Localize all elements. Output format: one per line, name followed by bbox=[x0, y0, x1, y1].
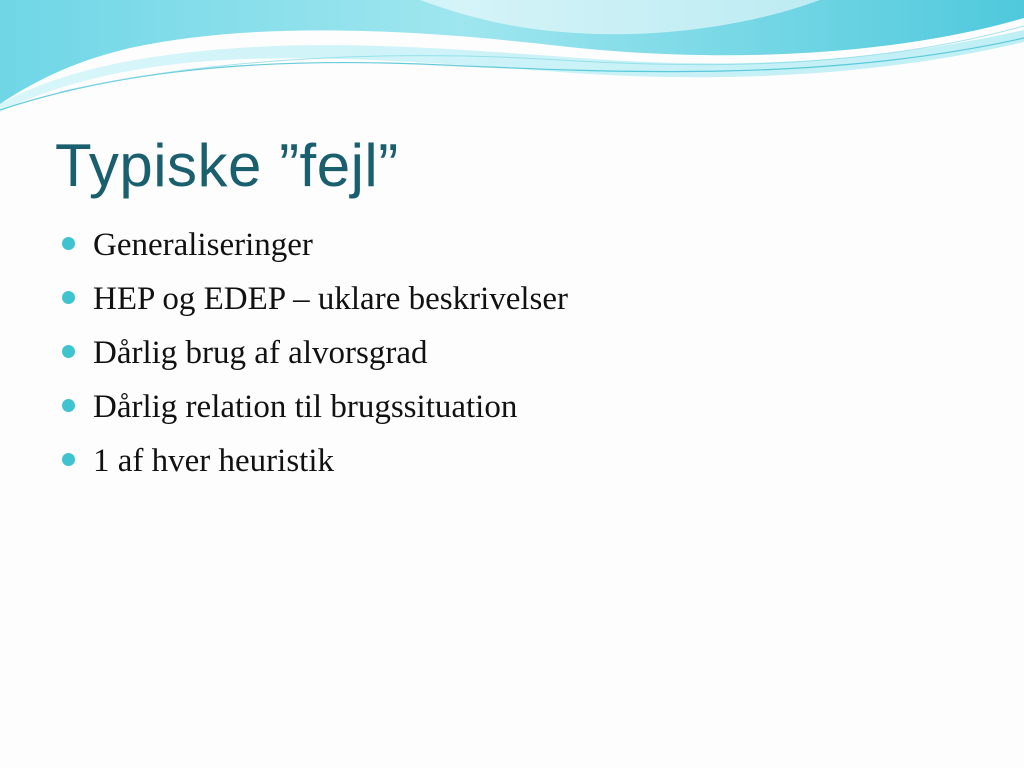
bullet-dot-icon bbox=[62, 291, 75, 304]
bullet-text: 1 af hver heuristik bbox=[93, 443, 335, 479]
bullet-item bbox=[62, 328, 568, 382]
bullet-item bbox=[62, 436, 568, 490]
bullet-text: HEP og EDEP – uklare beskrivelser bbox=[93, 281, 569, 317]
bullet-item bbox=[62, 220, 568, 274]
bullet-dot-icon bbox=[62, 453, 75, 466]
bullet-text: Generaliseringer bbox=[93, 227, 313, 263]
wave-line-1 bbox=[0, 38, 1024, 110]
bullet-dot-icon bbox=[62, 237, 75, 250]
bullet-text: Dårlig brug af alvorsgrad bbox=[93, 335, 428, 371]
decorative-wave-header bbox=[0, 0, 1024, 120]
bullet-list bbox=[62, 220, 568, 490]
bullet-item bbox=[62, 382, 568, 436]
bullet-dot-icon bbox=[62, 399, 75, 412]
bullet-text: Dårlig relation til brugssituation bbox=[93, 389, 518, 425]
bullet-item bbox=[62, 274, 568, 328]
slide-title: Typiske ”fejl” bbox=[55, 132, 399, 199]
bullet-dot-icon bbox=[62, 345, 75, 358]
